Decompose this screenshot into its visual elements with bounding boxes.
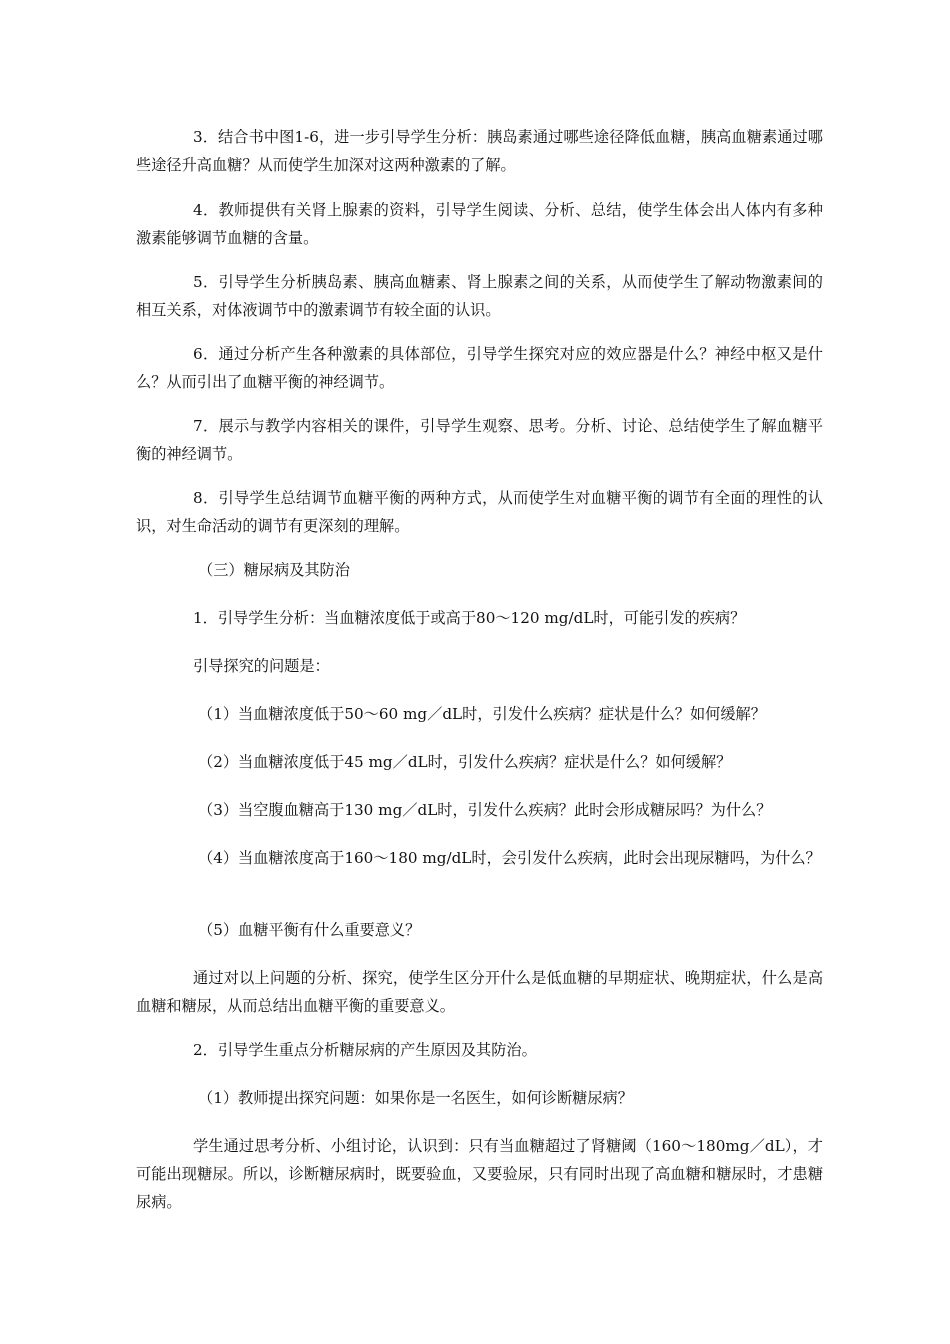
section-heading: （三）糖尿病及其防治	[198, 561, 350, 579]
question-5: （5）血糖平衡有什么重要意义？	[198, 921, 421, 939]
question-3: （3）当空腹血糖高于130 mg／dL时，引发什么疾病？此时会形成糖尿吗？为什么？	[198, 801, 772, 819]
paragraph-5: 5．引导学生分析胰岛素、胰高血糖素、肾上腺素之间的关系，从而使学生了解动物激素间的相互关系，对体液调节中的激素调节有较全面的认识。	[136, 273, 823, 319]
paragraph-4: 4．教师提供有关肾上腺素的资料，引导学生阅读、分析、总结，使学生体会出人体内有多种激素能够调节血糖的含量。	[136, 201, 823, 247]
paragraph-8: 8．引导学生总结调节血糖平衡的两种方式，从而使学生对血糖平衡的调节有全面的理性的认识，对生命活动的调节有更深刻的理解。	[136, 489, 823, 535]
paragraph-analysis-summary: 通过对以上问题的分析、探究，使学生区分开什么是低血糖的早期症状、晚期症状，什么是高血糖和糖尿，从而总结出血糖平衡的重要意义。	[136, 969, 823, 1015]
paragraph-diagnosis-question: （1）教师提出探究问题：如果你是一名医生，如何诊断糖尿病？	[198, 1089, 633, 1107]
paragraph-6: 6．通过分析产生各种激素的具体部位，引导学生探究对应的效应器是什么？神经中枢又是什么？从而引出了血糖平衡的神经调节。	[136, 345, 823, 391]
question-4: （4）当血糖浓度高于160～180 mg/dL时，会引发什么疾病，此时会出现尿糖吗，为什么？	[198, 849, 821, 867]
paragraph-questions-intro: 引导探究的问题是：	[193, 657, 330, 675]
paragraph-diabetes-1: 1．引导学生分析：当血糖浓度低于或高于80～120 mg/dL时，可能引发的疾病？	[193, 609, 746, 627]
paragraph-diabetes-2: 2．引导学生重点分析糖尿病的产生原因及其防治。	[193, 1041, 537, 1059]
paragraph-3: 3．结合书中图1-6，进一步引导学生分析：胰岛素通过哪些途径降低血糖，胰高血糖素通过哪些途径升高血糖？从而使学生加深对这两种激素的了解。	[136, 128, 823, 174]
paragraph-diagnosis-answer: 学生通过思考分析、小组讨论，认识到：只有当血糖超过了肾糖阈（160～180mg／dL），才可能出现糖尿。所以，诊断糖尿病时，既要验血，又要验尿，只有同时出现了高血糖和糖尿时，才患糖尿病。	[136, 1137, 823, 1211]
question-2: （2）当血糖浓度低于45 mg／dL时，引发什么疾病？症状是什么？如何缓解？	[198, 753, 732, 771]
question-1: （1）当血糖浓度低于50～60 mg／dL时，引发什么疾病？症状是什么？如何缓解？	[198, 705, 766, 723]
paragraph-7: 7．展示与教学内容相关的课件，引导学生观察、思考。分析、讨论、总结使学生了解血糖平衡的神经调节。	[136, 417, 823, 463]
